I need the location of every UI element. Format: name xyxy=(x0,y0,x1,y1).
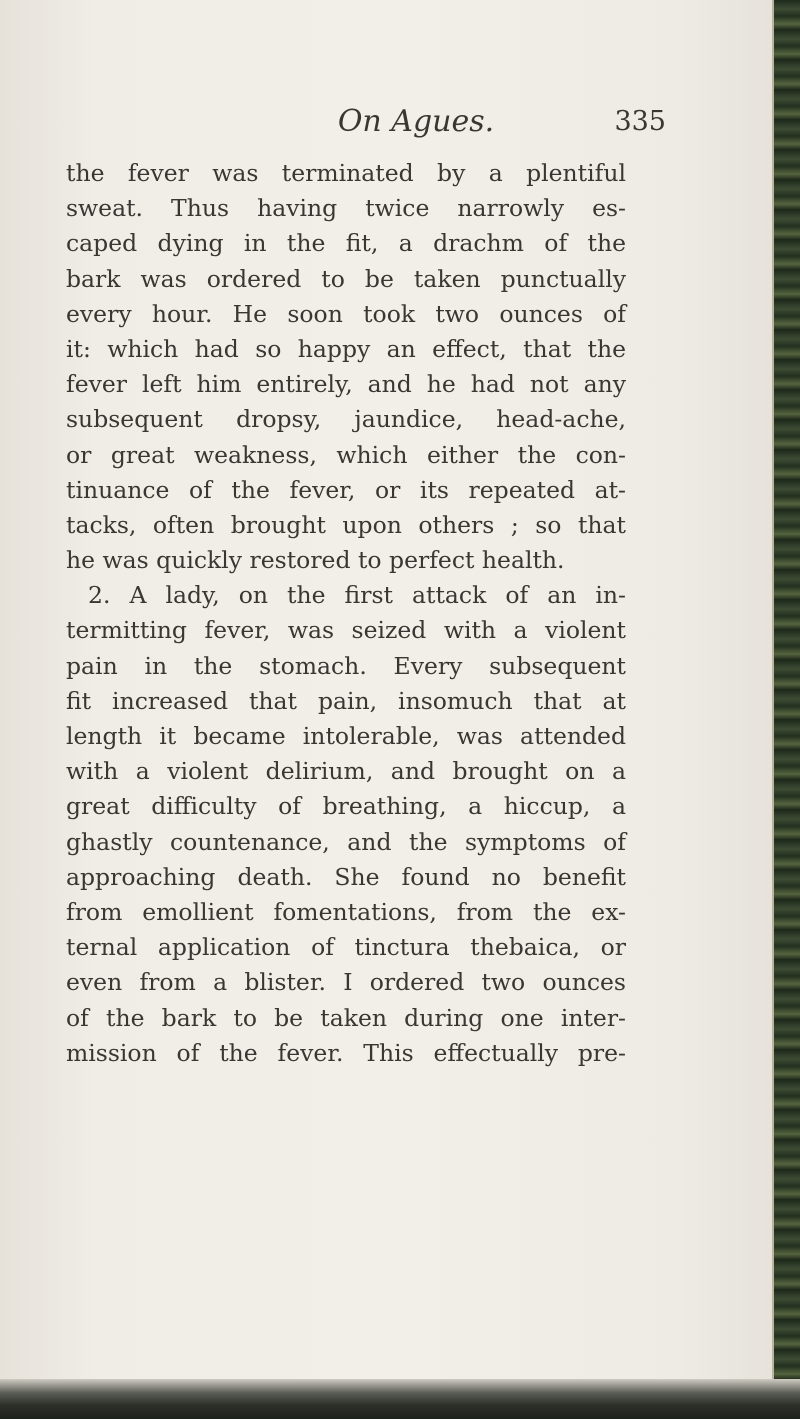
text-line: pain in the stomach. Every subsequent xyxy=(66,651,626,680)
text-line: subsequent dropsy, jaundice, head-ache, xyxy=(66,405,626,434)
text-line: he was quickly restored to perfect health. xyxy=(66,546,565,575)
text-line: bark was ordered to be taken punctually xyxy=(66,264,626,293)
text-line: the fever was terminated by a plentiful xyxy=(66,159,626,187)
text-line: ternal application of tinctura thebaica, or xyxy=(66,933,626,962)
text-line: with a violent delirium, and brought on a xyxy=(66,757,626,786)
running-head xyxy=(236,100,666,150)
paragraph-start-line: 2. A lady, on the first attack of an in- xyxy=(88,581,626,610)
text-line: fever left him entirely, and he had not any xyxy=(66,370,626,399)
text-line: length it became intolerable, was attended xyxy=(66,722,626,750)
page-number: 335 xyxy=(614,106,666,137)
text-line: fit increased that pain, insomuch that at xyxy=(66,686,626,715)
body-text xyxy=(66,156,626,1071)
page-bottom-edge xyxy=(0,1379,800,1419)
text-line: ghastly countenance, and the symptoms of xyxy=(66,827,626,856)
text-line: caped dying in the fit, a drachm of the xyxy=(66,229,626,258)
text-line: tinuance of the fever, or its repeated at- xyxy=(66,475,626,504)
text-line: even from a blister. I ordered two ounces xyxy=(66,968,626,997)
text-line: every hour. He soon took two ounces of xyxy=(66,299,626,328)
book-spine-edge xyxy=(772,0,800,1419)
text-line: approaching death. She found no benefit xyxy=(66,862,626,891)
text-line: termitting fever, was seized with a violent xyxy=(66,616,626,645)
text-line: from emollient fomentations, from the ex- xyxy=(66,897,626,926)
text-line: great difficulty of breathing, a hiccup, a xyxy=(66,792,626,821)
text-line: sweat. Thus having twice narrowly es- xyxy=(66,194,626,223)
text-line: mission of the fever. This effectually pre- xyxy=(66,1038,626,1067)
text-line: of the bark to be taken during one inter- xyxy=(66,1003,626,1032)
text-line: it: which had so happy an effect, that the xyxy=(66,334,626,363)
text-line: or great weakness, which either the con- xyxy=(66,440,626,469)
text-line: tacks, often brought upon others ; so that xyxy=(66,510,626,539)
running-head-title: On Agues. xyxy=(337,104,495,139)
